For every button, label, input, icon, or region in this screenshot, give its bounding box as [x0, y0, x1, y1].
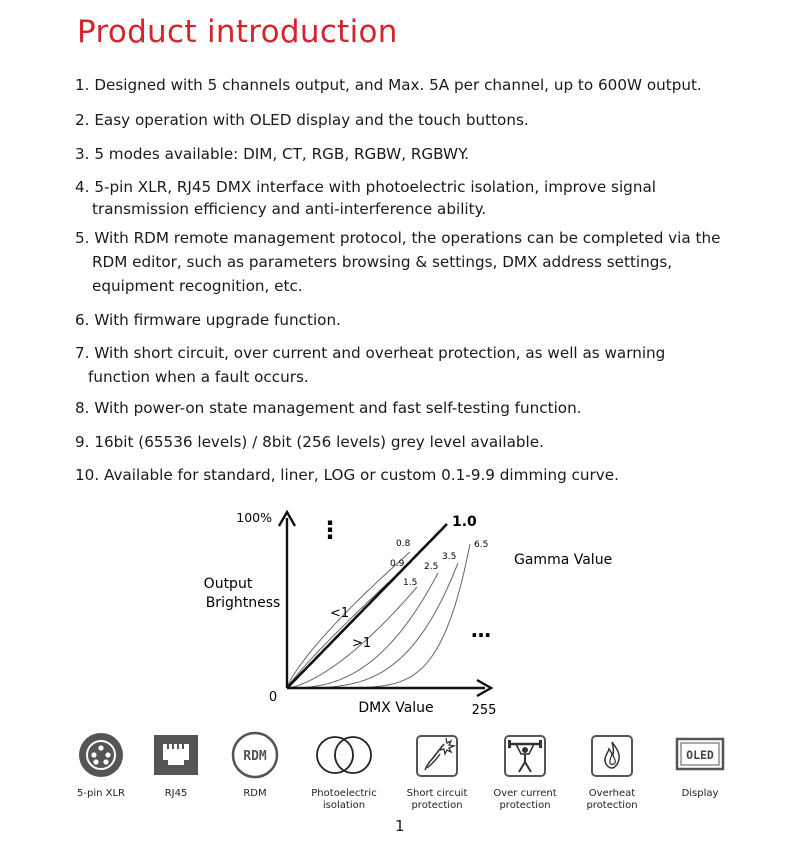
gamma-above-one-label: >1: [352, 636, 372, 651]
gamma-curve-2.5: [287, 573, 438, 688]
oled-display-icon: [673, 730, 727, 780]
gamma-curves: [287, 524, 470, 688]
page-title: Product introduction: [77, 14, 398, 50]
rdm-icon: [230, 730, 280, 780]
icon-item-rdm: [207, 730, 303, 800]
rdm-glyph: RDM: [243, 749, 267, 764]
y-axis-label-line2: Brightness: [205, 595, 281, 611]
feature-text: 1. Designed with 5 channels output, and Max. 5A per channel, up to 600W output.: [75, 76, 702, 94]
icon-item-over-current: [477, 730, 573, 812]
y-axis-max-label: 100%: [236, 510, 272, 525]
icon-label: Overheat protection: [586, 788, 638, 811]
curve-label-0.9: 0.9: [390, 559, 405, 569]
feature-text: RDM editor, such as parameters browsing & settings, DMX address settings,: [92, 253, 673, 271]
gamma-curve-6.5: [287, 544, 470, 688]
gamma-curve-3.5: [287, 563, 458, 688]
icon-item-photoelectric: [296, 730, 392, 812]
feature-text: 4. 5-pin XLR, RJ45 DMX interface with photoelectric isolation, improve signal: [75, 178, 656, 196]
horizontal-ellipsis: …: [471, 618, 491, 642]
x-axis-max-label: 255: [471, 703, 497, 718]
feature-text: 5. With RDM remote management protocol, the operations can be completed via the: [75, 229, 721, 247]
icon-label: RJ45: [164, 788, 188, 799]
oled-glyph: OLED: [686, 748, 714, 762]
feature-text: 3. 5 modes available: DIM, CT, RGB, RGBW, RGBWY.: [75, 145, 470, 163]
x-axis-label: DMX Value: [358, 700, 434, 716]
gamma-curve-1.0: [287, 524, 447, 688]
feature-text: 6. With firmware upgrade function.: [75, 311, 341, 329]
gamma-value-label: Gamma Value: [514, 552, 613, 568]
short-circuit-icon: [410, 730, 464, 780]
y-axis-label-line1: Output: [203, 576, 253, 592]
rj45-icon: [151, 730, 201, 780]
page-number: 1: [395, 817, 405, 835]
icon-item-display: [652, 730, 748, 800]
icon-label: Photoelectric isolation: [311, 788, 377, 811]
icon-item-short-circuit: [389, 730, 485, 812]
curve-label-6.5: 6.5: [474, 540, 489, 550]
icon-label: Display: [681, 788, 719, 799]
feature-text: 7. With short circuit, over current and overheat protection, as well as warning: [75, 344, 666, 362]
origin-label: 0: [268, 690, 278, 705]
curve-label-0.8: 0.8: [396, 539, 411, 549]
feature-text: transmission efficiency and anti-interference ability.: [92, 200, 487, 218]
icon-label: Short circuit protection: [406, 788, 468, 811]
xlr-icon: [76, 730, 126, 780]
icon-label: Over current protection: [493, 788, 557, 811]
feature-text: 10. Available for standard, liner, LOG or custom 0.1-9.9 dimming curve.: [75, 466, 619, 484]
icon-item-overheat: [564, 730, 660, 812]
linear-curve-label: 1.0: [452, 514, 477, 530]
feature-text: equipment recognition, etc.: [92, 277, 303, 295]
feature-text: 8. With power-on state management and fast self-testing function.: [75, 399, 582, 417]
gamma-below-one-label: <1: [330, 606, 350, 621]
curve-label-1.5: 1.5: [403, 578, 418, 588]
curve-label-3.5: 3.5: [442, 552, 457, 562]
vertical-ellipsis: ⋮: [318, 516, 342, 544]
curve-label-2.5: 2.5: [424, 562, 439, 572]
feature-text: 2. Easy operation with OLED display and the touch buttons.: [75, 111, 529, 129]
overheat-icon: [585, 730, 639, 780]
over-current-icon: [498, 730, 552, 780]
photoelectric-isolation-icon: [313, 730, 375, 780]
feature-text: function when a fault occurs.: [88, 368, 309, 386]
feature-text: 9. 16bit (65536 levels) / 8bit (256 levels) grey level available.: [75, 433, 544, 451]
icon-label: RDM: [243, 788, 267, 799]
icon-label: 5-pin XLR: [77, 788, 125, 799]
